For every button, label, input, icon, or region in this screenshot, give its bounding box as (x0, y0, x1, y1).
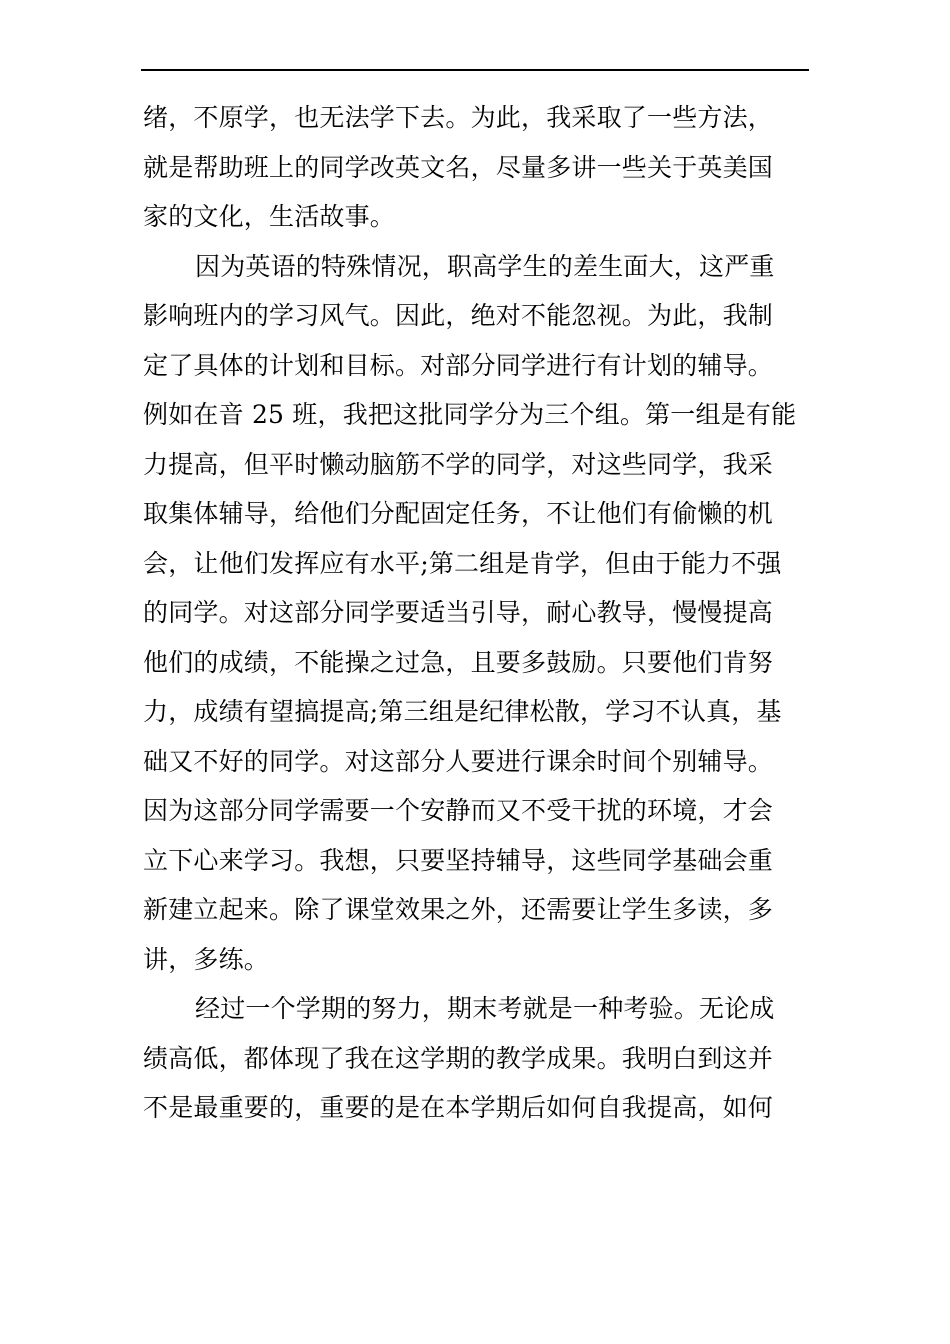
text-line: 定了具体的计划和目标。对部分同学进行有计划的辅导。 (143, 350, 774, 380)
text-line: 绩高低，都体现了我在这学期的教学成果。我明白到这并 (143, 1043, 774, 1073)
header-rule (141, 69, 809, 71)
text-line: 新建立起来。除了课堂效果之外，还需要让学生多读，多 (143, 895, 774, 924)
text-line: 例如在音 25 班，我把这批同学分为三个组。第一组是有能 (143, 400, 797, 429)
text-line: 力，成绩有望搞提高;第三组是纪律松散，学习不认真，基 (143, 697, 782, 726)
text-line: 力提高，但平时懒动脑筋不学的同学，对这些同学，我采 (143, 449, 774, 479)
text-line: 础又不好的同学。对这部分人要进行课余时间个别辅导。 (143, 746, 774, 776)
text-line: 他们的成绩，不能操之过急，且要多鼓励。只要他们肯努 (143, 647, 774, 677)
body-text (143, 93, 803, 1133)
text-line: 取集体辅导，给他们分配固定任务，不让他们有偷懒的机 (143, 499, 774, 528)
text-line: 会，让他们发挥应有水平;第二组是肯学，但由于能力不强 (143, 548, 782, 578)
text-line: 因为这部分同学需要一个安静而又不受干扰的环境，才会 (143, 796, 774, 825)
text-line: 的同学。对这部分同学要适当引导，耐心教导，慢慢提高 (143, 598, 774, 627)
text-line: 立下心来学习。我想，只要坚持辅导，这些同学基础会重 (143, 845, 774, 875)
text-line: 讲，多练。 (143, 944, 270, 974)
text-line: 就是帮助班上的同学改英文名，尽量多讲一些关于英美国 (143, 152, 774, 182)
text-line: 因为英语的特殊情况，职高学生的差生面大，这严重 (195, 251, 775, 281)
text-line: 经过一个学期的努力，期末考就是一种考验。无论成 (195, 994, 775, 1023)
text-line: 绪，不原学，也无法学下去。为此，我采取了一些方法， (143, 103, 774, 132)
text-line: 家的文化，生活故事。 (143, 202, 396, 231)
text-line: 影响班内的学习风气。因此，绝对不能忽视。为此，我制 (143, 301, 774, 330)
text-line: 不是最重要的，重要的是在本学期后如何自我提高，如何 (143, 1093, 774, 1122)
